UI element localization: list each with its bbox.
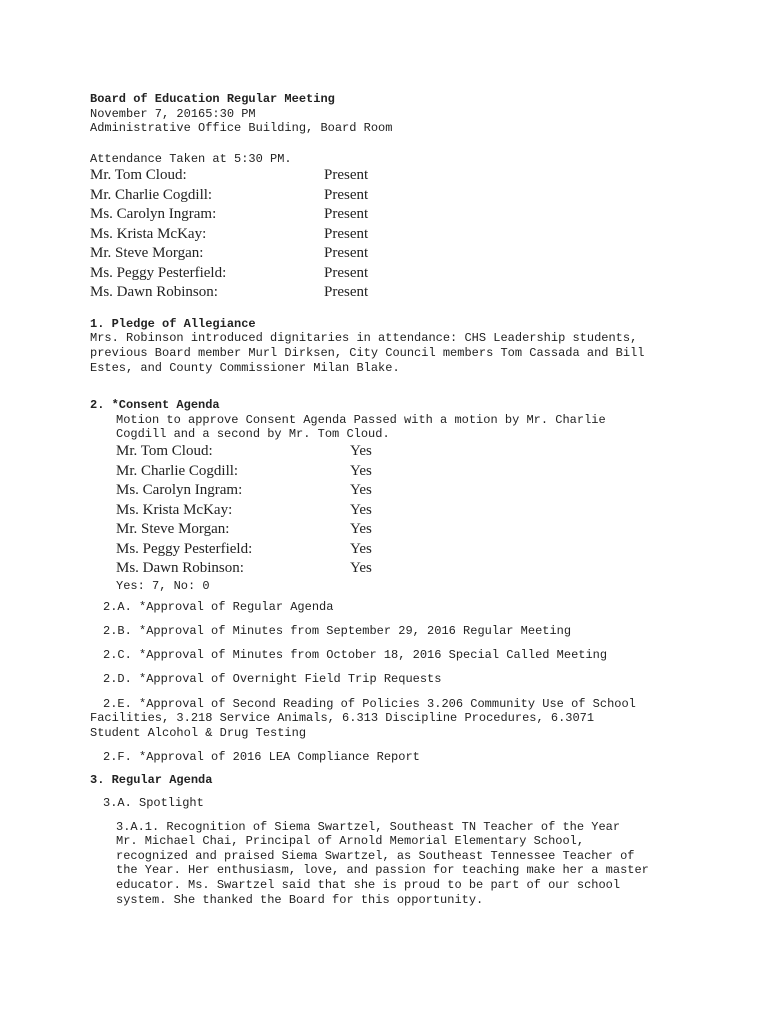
voter-name: Ms. Dawn Robinson: <box>116 560 244 577</box>
member-status: Present <box>324 284 369 301</box>
member-status: Present <box>324 186 369 203</box>
vote-row <box>116 481 690 501</box>
vote-row <box>116 540 690 560</box>
attendance-row <box>90 225 690 245</box>
pledge-heading: 1. Pledge of Allegiance <box>90 316 256 331</box>
consent-motion: Motion to approve Consent Agenda Passed with a motion by Mr. Charlie Cogdill and a second by Mr. Tom Cloud. <box>116 412 606 442</box>
agenda-item-2e <box>90 697 690 741</box>
vote-value: Yes <box>350 560 372 577</box>
minutes-document <box>90 92 690 907</box>
vote-value: Yes <box>350 443 372 460</box>
attendance-row <box>90 166 690 186</box>
member-status: Present <box>324 206 369 223</box>
member-name: Mr. Tom Cloud: <box>90 167 187 184</box>
attendance-row <box>90 205 690 225</box>
member-status: Present <box>324 245 369 262</box>
voter-name: Ms. Peggy Pesterfield: <box>116 540 253 557</box>
voter-name: Mr. Tom Cloud: <box>116 443 213 460</box>
agenda-item-2b: 2.B. *Approval of Minutes from September 29, 2016 Regular Meeting <box>103 624 572 639</box>
vote-value: Yes <box>350 501 372 518</box>
consent-heading: 2. *Consent Agenda <box>90 398 220 413</box>
member-name: Ms. Carolyn Ingram: <box>90 206 217 223</box>
vote-row <box>116 501 690 521</box>
vote-row <box>116 559 690 579</box>
spotlight-heading: 3.A. Spotlight <box>103 795 204 810</box>
vote-value: Yes <box>350 540 372 557</box>
attendance-row <box>90 264 690 284</box>
voter-name: Mr. Charlie Cogdill: <box>116 462 239 479</box>
member-status: Present <box>324 225 369 242</box>
vote-row <box>116 520 690 540</box>
meeting-title: Board of Education Regular Meeting <box>90 92 335 106</box>
voter-name: Mr. Steve Morgan: <box>116 521 230 538</box>
vote-tally: Yes: 7, No: 0 <box>116 578 210 593</box>
agenda-item-2d: 2.D. *Approval of Overnight Field Trip Requests <box>103 672 442 687</box>
pledge-text: Mrs. Robinson introduced dignitaries in attendance: CHS Leadership students, previous Board member Murl Dirksen, City Council members Tom Cassada and Bill Estes, and County Commissioner Milan Blake. <box>90 331 645 375</box>
vote-value: Yes <box>350 462 372 479</box>
recognition-text: Mr. Michael Chai, Principal of Arnold Memorial Elementary School, recognized and praised Siema Swartzel, as Southeast Tennessee Teacher of the Year. Her enthusiasm, love, and passion for teaching make her a master educator. Ms. Swartzel said that she is proud to be part of our school system. She thanked the Board for this opportunity. <box>116 834 649 907</box>
voter-name: Ms. Carolyn Ingram: <box>116 482 243 499</box>
meeting-header <box>90 92 690 136</box>
consent-section <box>90 398 690 764</box>
member-name: Ms. Krista McKay: <box>90 225 207 242</box>
agenda-item-2f: 2.F. *Approval of 2016 LEA Compliance Report <box>103 749 420 764</box>
voter-name: Ms. Krista McKay: <box>116 501 233 518</box>
agenda-item-2e-title: 2.E. *Approval of Second Reading of Policies 3.206 Community Use of School <box>103 696 636 711</box>
vote-row <box>116 462 690 482</box>
attendance-section <box>90 152 690 303</box>
agenda-item-2e-continuation: Facilities, 3.218 Service Animals, 6.313 Discipline Procedures, 6.3071 Student Alcohol & Drug Testing <box>90 711 595 740</box>
attendance-row <box>90 186 690 206</box>
attendance-intro: Attendance Taken at 5:30 PM. <box>90 151 292 166</box>
vote-row <box>116 442 690 462</box>
regular-agenda-heading: 3. Regular Agenda <box>90 773 213 788</box>
member-name: Mr. Charlie Cogdill: <box>90 186 213 203</box>
meeting-location: Administrative Office Building, Board Room <box>90 121 393 136</box>
agenda-item-2a: 2.A. *Approval of Regular Agenda <box>103 600 334 615</box>
vote-value: Yes <box>350 482 372 499</box>
attendance-row <box>90 283 690 303</box>
recognition-title: 3.A.1. Recognition of Siema Swartzel, Southeast TN Teacher of the Year <box>116 819 621 834</box>
member-name: Ms. Peggy Pesterfield: <box>90 264 227 281</box>
meeting-date: November 7, 20165:30 PM <box>90 106 256 121</box>
attendance-row <box>90 244 690 264</box>
regular-agenda-section <box>90 773 690 907</box>
pledge-section <box>90 317 690 375</box>
vote-value: Yes <box>350 521 372 538</box>
agenda-item-2c: 2.C. *Approval of Minutes from October 18, 2016 Special Called Meeting <box>103 648 608 663</box>
consent-motion-block <box>116 413 690 593</box>
recognition-block <box>116 820 690 908</box>
member-status: Present <box>324 167 369 184</box>
member-name: Mr. Steve Morgan: <box>90 245 204 262</box>
member-name: Ms. Dawn Robinson: <box>90 284 218 301</box>
member-status: Present <box>324 264 369 281</box>
